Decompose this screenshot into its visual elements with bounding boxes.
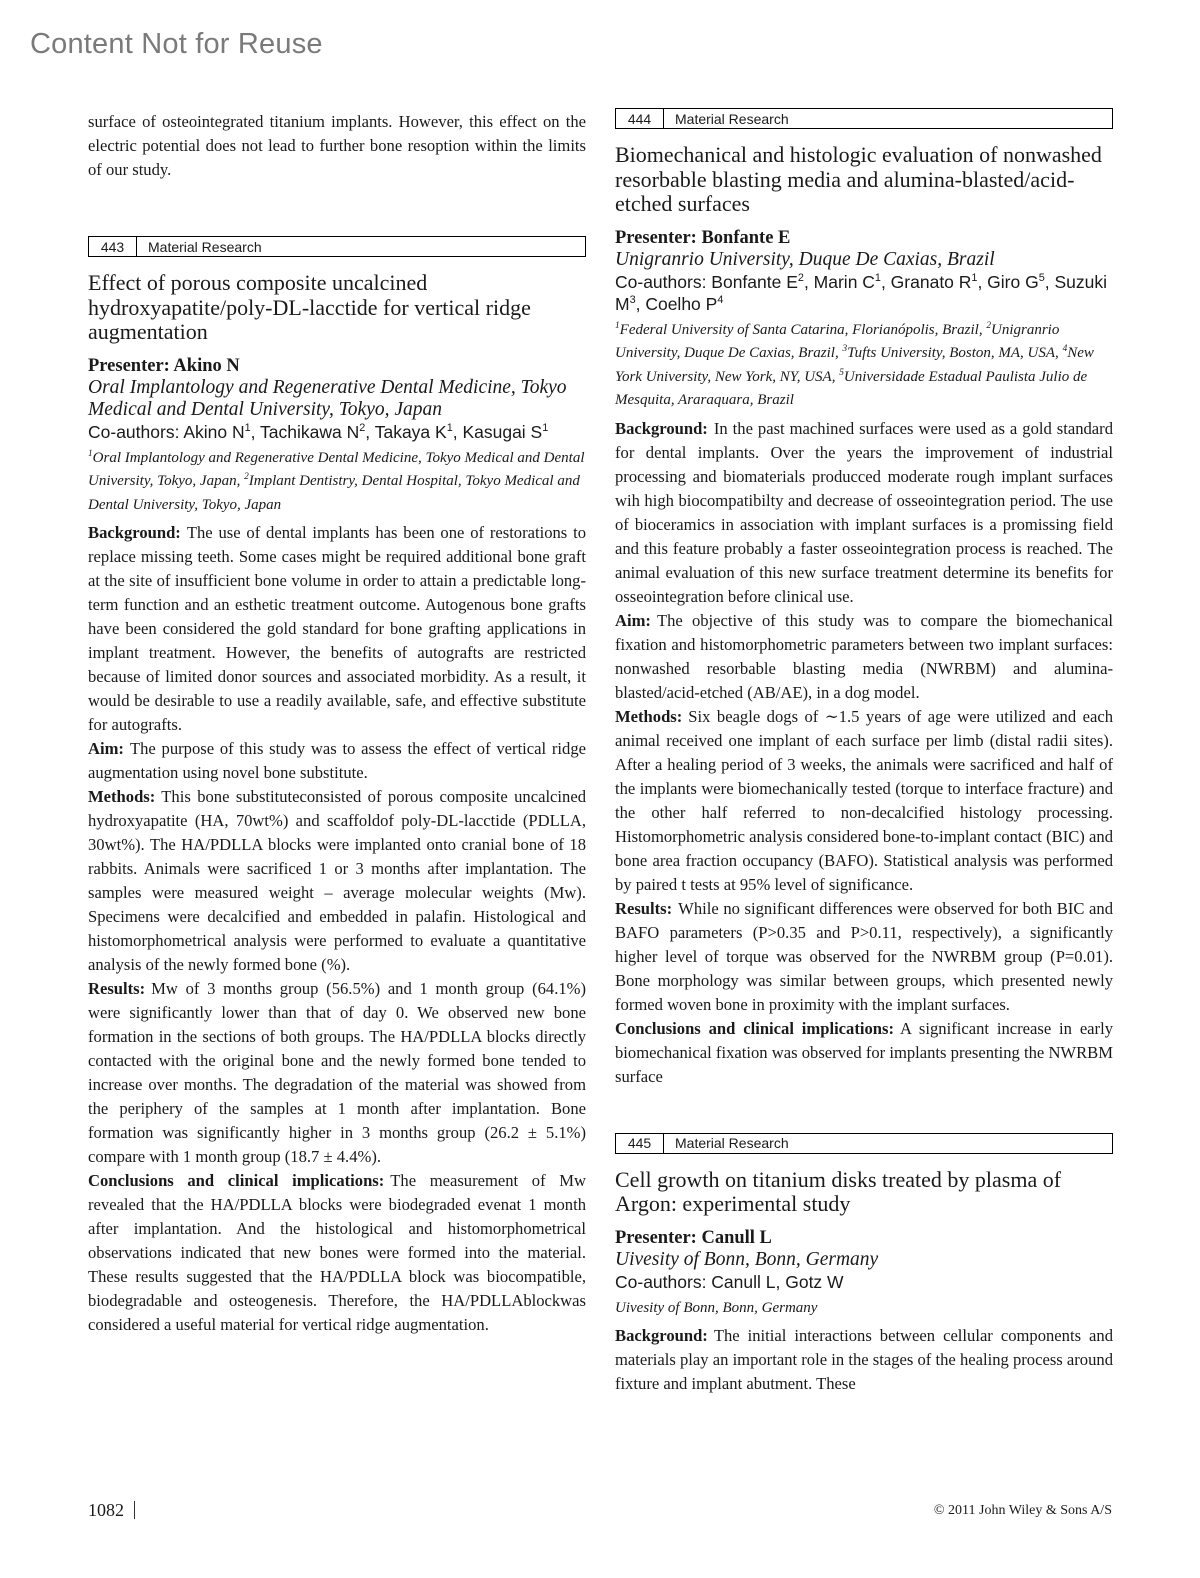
abstract-category: Material Research [675,1135,789,1151]
abstract-444-background: Background: In the past machined surfaces were used as a gold standard for dental implants. Over the years the improvement of industrial processing and biomaterials producced moderate rough implant surfaces wih high biocompatibilty and decrease of osseointegration period. The use of bioceramics in association with implant surfaces is a promissing field and this feature probably a faster osseointegration process is reached. The animal evaluation of this new surface treatment determine its benefits for osseointegration before clinical use. [615,418,1113,606]
abstract-444-results: Results: While no significant differences were observed for both BIC and BAFO parameters (P>0.35 and P>0.11, respectively), a significantly higher level of torque was observed for the NWRBM group (P=0.01). Bone morphology was similar between groups, which presented newly formed woven bone in proximity with the implant surfaces. [615,898,1113,1014]
abstract-444-conclusions: Conclusions and clinical implications: A significant increase in early biomechanical fixation was observed for implants presenting the NWRBM surface [615,1018,1113,1086]
footer-divider [134,1501,135,1519]
abstract-443-coauthors: Co-authors: Akino $N^1$, Tachikawa $N^2$, Takaya $K^1$, Kasugai $S^1$ [88,421,549,442]
abstract-443-affiliations: $^1$Oral Implantology and Regenerative Dental Medicine, Tokyo Medical and Dental University, Tokyo, Japan, $^2$Implant Dentistry, Dental Hospital, Tokyo Medical and Dental University, Tokyo, Japan [88,448,585,513]
continuation-text: surface of osteointegrated titanium implants. However, this effect on the electric potential does not lead to further bone resoption within the limits of our study. [88,112,586,179]
abstract-444-header [615,108,1113,129]
abstract-444-methods: Methods: Six beagle dogs of ∼1.5 years of age were utilized and each animal received one implant of each surface per limb (distal radii sites). After a healing period of 3 weeks, the animals were sacrificed and half of the implants were biomechanically tested (torque to interface fracture) and the other half referred to non-decalcified histology processing. Histomorphometric analysis considered bone-to-implant contact (BIC) and bone area fraction occupancy (BAFO). Statistical analysis was performed by paired t tests at 95% level of significance. [615,706,1113,894]
abstract-443-aim: Aim: The purpose of this study was to assess the effect of vertical ridge augmentation using novel bone substitute. [88,739,586,782]
abstract-445-title: Cell growth on titanium disks treated by plasma of Argon: experimental study [615,1166,1062,1216]
watermark: Content Not for Reuse [30,28,323,60]
right-column [615,108,1113,1396]
abstract-445-affiliations: Uivesity of Bonn, Bonn, Germany [615,1299,818,1316]
abstract-445-presenter: Presenter: Canull L [615,1227,772,1248]
abstract-443-presenter: Presenter: Akino N [88,355,240,376]
abstract-444-affiliations: $^1$Federal University of Santa Catarina, Florianópolis, Brazil, $^2$Unigranrio University, Duque De Caxias, Brazil, $^3$Tufts University, Boston, MA, USA, $^4$New York University, New York, NY, USA, $^5$Universidade Estadual Paulista Julio de Mesquita, Araraquara, Brazil [615,320,1094,408]
abstract-category: Material Research [148,238,262,255]
abstract-number: 445 [616,1134,664,1153]
abstract-443-background: Background: The use of dental implants has been one of restorations to replace missing teeth. Some cases might be required additional bone graft at the site of insufficient bone volume in order to attain a predictable long-term function and an esthetic treatment outcome. Autogenous bone grafts have been considered the gold standard for bone grafting applications in implant treatment. However, the benefits of autografts are restricted because of limited donor sources and associated morbidity. As a result, it would be desirable to use a readily available, safe, and effective substitute for autografts. [88,523,586,734]
abstract-443-header [88,236,586,257]
abstract-444-coauthors: Co-authors: Bonfante $E^2$, Marin $C^1$, Granato $R^1$, Giro $G^5$, Suzuki $M^3$, Coelho $P^4$ [615,271,1107,314]
abstract-443-methods: Methods: This bone substituteconsisted of porous composite uncalcined hydroxyapatite (HA, 70wt%) and scaffoldof poly-DL-lacctide (PDLLA, 30wt%). The HA/PDLLA blocks were implanted onto cranial bone of 18 rabbits. Animals were sacrificed 1 or 3 months after implantation. The samples were measured weight – average molecular weights (Mw). Specimens were decalcified and embedded in palafin. Histological and histomorphometrical analysis were performed to evaluate a quantitative analysis of the newly formed bone (%). [88,787,586,974]
abstract-443-title: Effect of porous composite uncalcined hydroxyapatite/poly-DL-lacctide for vertical ridge augmentation [88,270,531,344]
abstract-443-conclusions: Conclusions and clinical implications: The measurement of Mw revealed that the HA/PDLLA blocks were biodegraded evenat 1 month after implantation. And the histological and histomorphometrical observations indicated that new bones were formed into the material. These results suggested that the HA/PDLLA block was biocompatible, biodegradable and osteogenesis. Therefore, the HA/PDLLAblockwas considered a useful material for vertical ridge augmentation. [88,1171,586,1334]
abstract-category: Material Research [675,110,789,127]
abstract-444-affiliation: Unigranrio University, Duque De Caxias, Brazil [615,248,995,270]
abstract-445-coauthors: Co-authors: Canull L, Gotz W [615,1271,844,1292]
left-column [88,108,586,1337]
abstract-445-affiliation: Uivesity of Bonn, Bonn, Germany [615,1248,879,1270]
copyright: © 2011 John Wiley & Sons A/S [933,1503,1112,1518]
abstract-444-title: Biomechanical and histologic evaluation of nonwashed resorbable blasting media and alumina-blasted/acid-etched surfaces [615,142,1102,216]
abstract-number: 443 [89,237,137,256]
abstract-445-background: Background: The initial interactions between cellular components and materials play an important role in the stages of the healing process around fixture and implant abutment. These [615,1326,1113,1393]
abstract-444-aim: Aim: The objective of this study was to compare the biomechanical fixation and histomorphometric parameters between two implant surfaces: nonwashed resorbable blasting media (NWRBM) and alumina-blasted/acid-etched (AB/AE), in a dog model. [615,610,1113,702]
abstract-444-presenter: Presenter: Bonfante E [615,227,791,248]
abstract-445-header [615,1133,1113,1154]
page-number: 1082 [88,1500,135,1521]
abstract-443-affiliation: Oral Implantology and Regenerative Dental Medicine, Tokyo Medical and Dental University, Tokyo, Japan [88,376,567,420]
abstract-number: 444 [616,109,664,128]
abstract-443-results: Results: Mw of 3 months group (56.5%) and 1 month group (64.1%) were significantly lower than that of day 0. We observed new bone formation in the sections of both groups. The HA/PDLLA blocks directly contacted with the original bone and the newly formed bone tended to increase over months. The degradation of the material was showed from the periphery of the samples at 1 month after implantation. Bone formation was significantly higher in 3 months group (26.2 ± 5.1%) compare with 1 month group (18.7 ± 4.4%). [88,979,586,1166]
